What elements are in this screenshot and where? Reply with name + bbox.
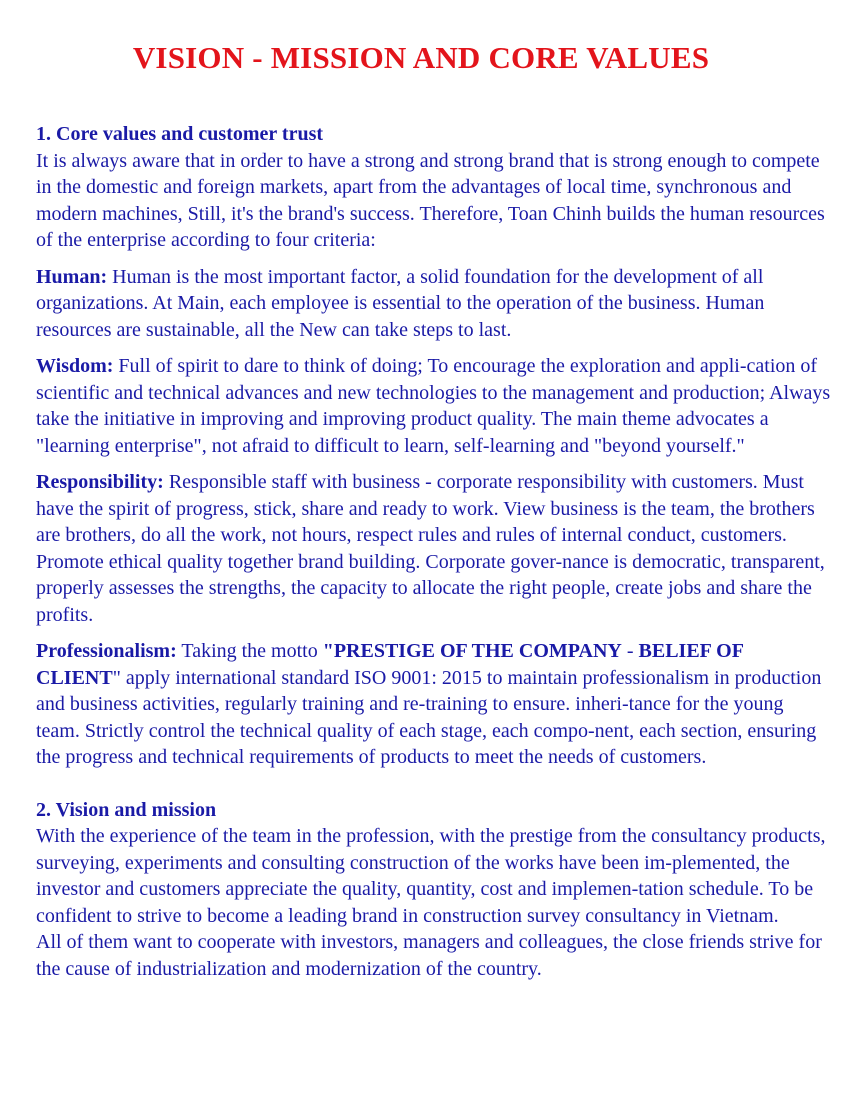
criterion-label: Human:: [36, 265, 108, 288]
criterion-label: Professionalism:: [36, 640, 177, 662]
criterion-text: Full of spirit to dare to think of doing; To encourage the exploration and appli-cation of scientific and technical advances and new technologies to the management and production; Always take the initiative in improving and improving product quality. The main theme advocates a "learning enterprise", not afraid to difficult to learn, self-learning and "beyond yourself.": [36, 355, 831, 457]
mission-paragraph: All of them want to cooperate with investors, managers and colleagues, the close friends strive for the cause of industrialization and modernization of the country.: [36, 931, 822, 980]
criterion-wisdom: [36, 353, 832, 459]
criterion-professionalism: [36, 638, 832, 771]
criterion-text: Taking the motto: [176, 640, 323, 662]
motto-quote-open: ": [322, 640, 334, 662]
section-core-values: [36, 121, 832, 771]
criterion-human: [36, 264, 832, 344]
motto-separator: -: [621, 640, 639, 662]
criterion-text-after: apply international standard ISO 9001: 2015 to maintain professionalism in production and business activities, regularly training and re-training to ensure. inheri-tance for the young team. Strictly control the technical quality of each stage, each compo-nent, each section, ensuring the progress and technical requirements of products to meet the needs of customers.: [36, 666, 822, 768]
motto-part-2: BELIEF OF CLIENT: [36, 640, 744, 689]
vision-paragraph: With the experience of the team in the profession, with the prestige from the consultancy products, surveying, experiments and consulting construction of the works have been im-plemented, the investor and customers appreciate the quality, quantity, cost and implemen-tation schedule. To be confident to strive to become a leading brand in construction survey consultancy in Vietnam.: [36, 825, 826, 927]
criterion-text: Responsible staff with business - corporate responsibility with customers. Must have the spirit of progress, stick, share and ready to work. View business is the team, the brothers are brothers, do all the work, not hours, respect rules and rules of internal conduct, customers. Promote ethical quality together brand building. Corporate gover-nance is democratic, transparent, properly assesses the strengths, the capacity to allocate the right people, create jobs and share the profits.: [36, 471, 825, 626]
criterion-responsibility: [36, 469, 832, 628]
section-heading: 2. Vision and mission: [36, 798, 217, 821]
section-vision-mission: [36, 797, 832, 983]
motto-quote-close: ": [112, 666, 121, 689]
section-intro: It is always aware that in order to have a strong and strong brand that is strong enough to compete in the domestic and foreign markets, apart from the advantages of local time, synchronous and modern machines, Still, it's the brand's success. Therefore, Toan Chinh builds the human resources of the enterprise according to four criteria:: [36, 149, 825, 251]
criterion-label: Wisdom:: [36, 355, 114, 377]
document-page: [36, 0, 832, 982]
criterion-label: Responsibility:: [36, 471, 164, 493]
motto-part-1: PRESTIGE OF THE COMPANY: [333, 640, 622, 662]
page-title: VISION - MISSION AND CORE VALUES: [132, 40, 710, 75]
section-heading: 1. Core values and customer trust: [36, 123, 324, 145]
criterion-text: Human is the most important factor, a solid foundation for the development of all organizations. At Main, each employee is essential to the operation of the business. Human resources are sustainable, all the New can take steps to last.: [36, 265, 765, 341]
